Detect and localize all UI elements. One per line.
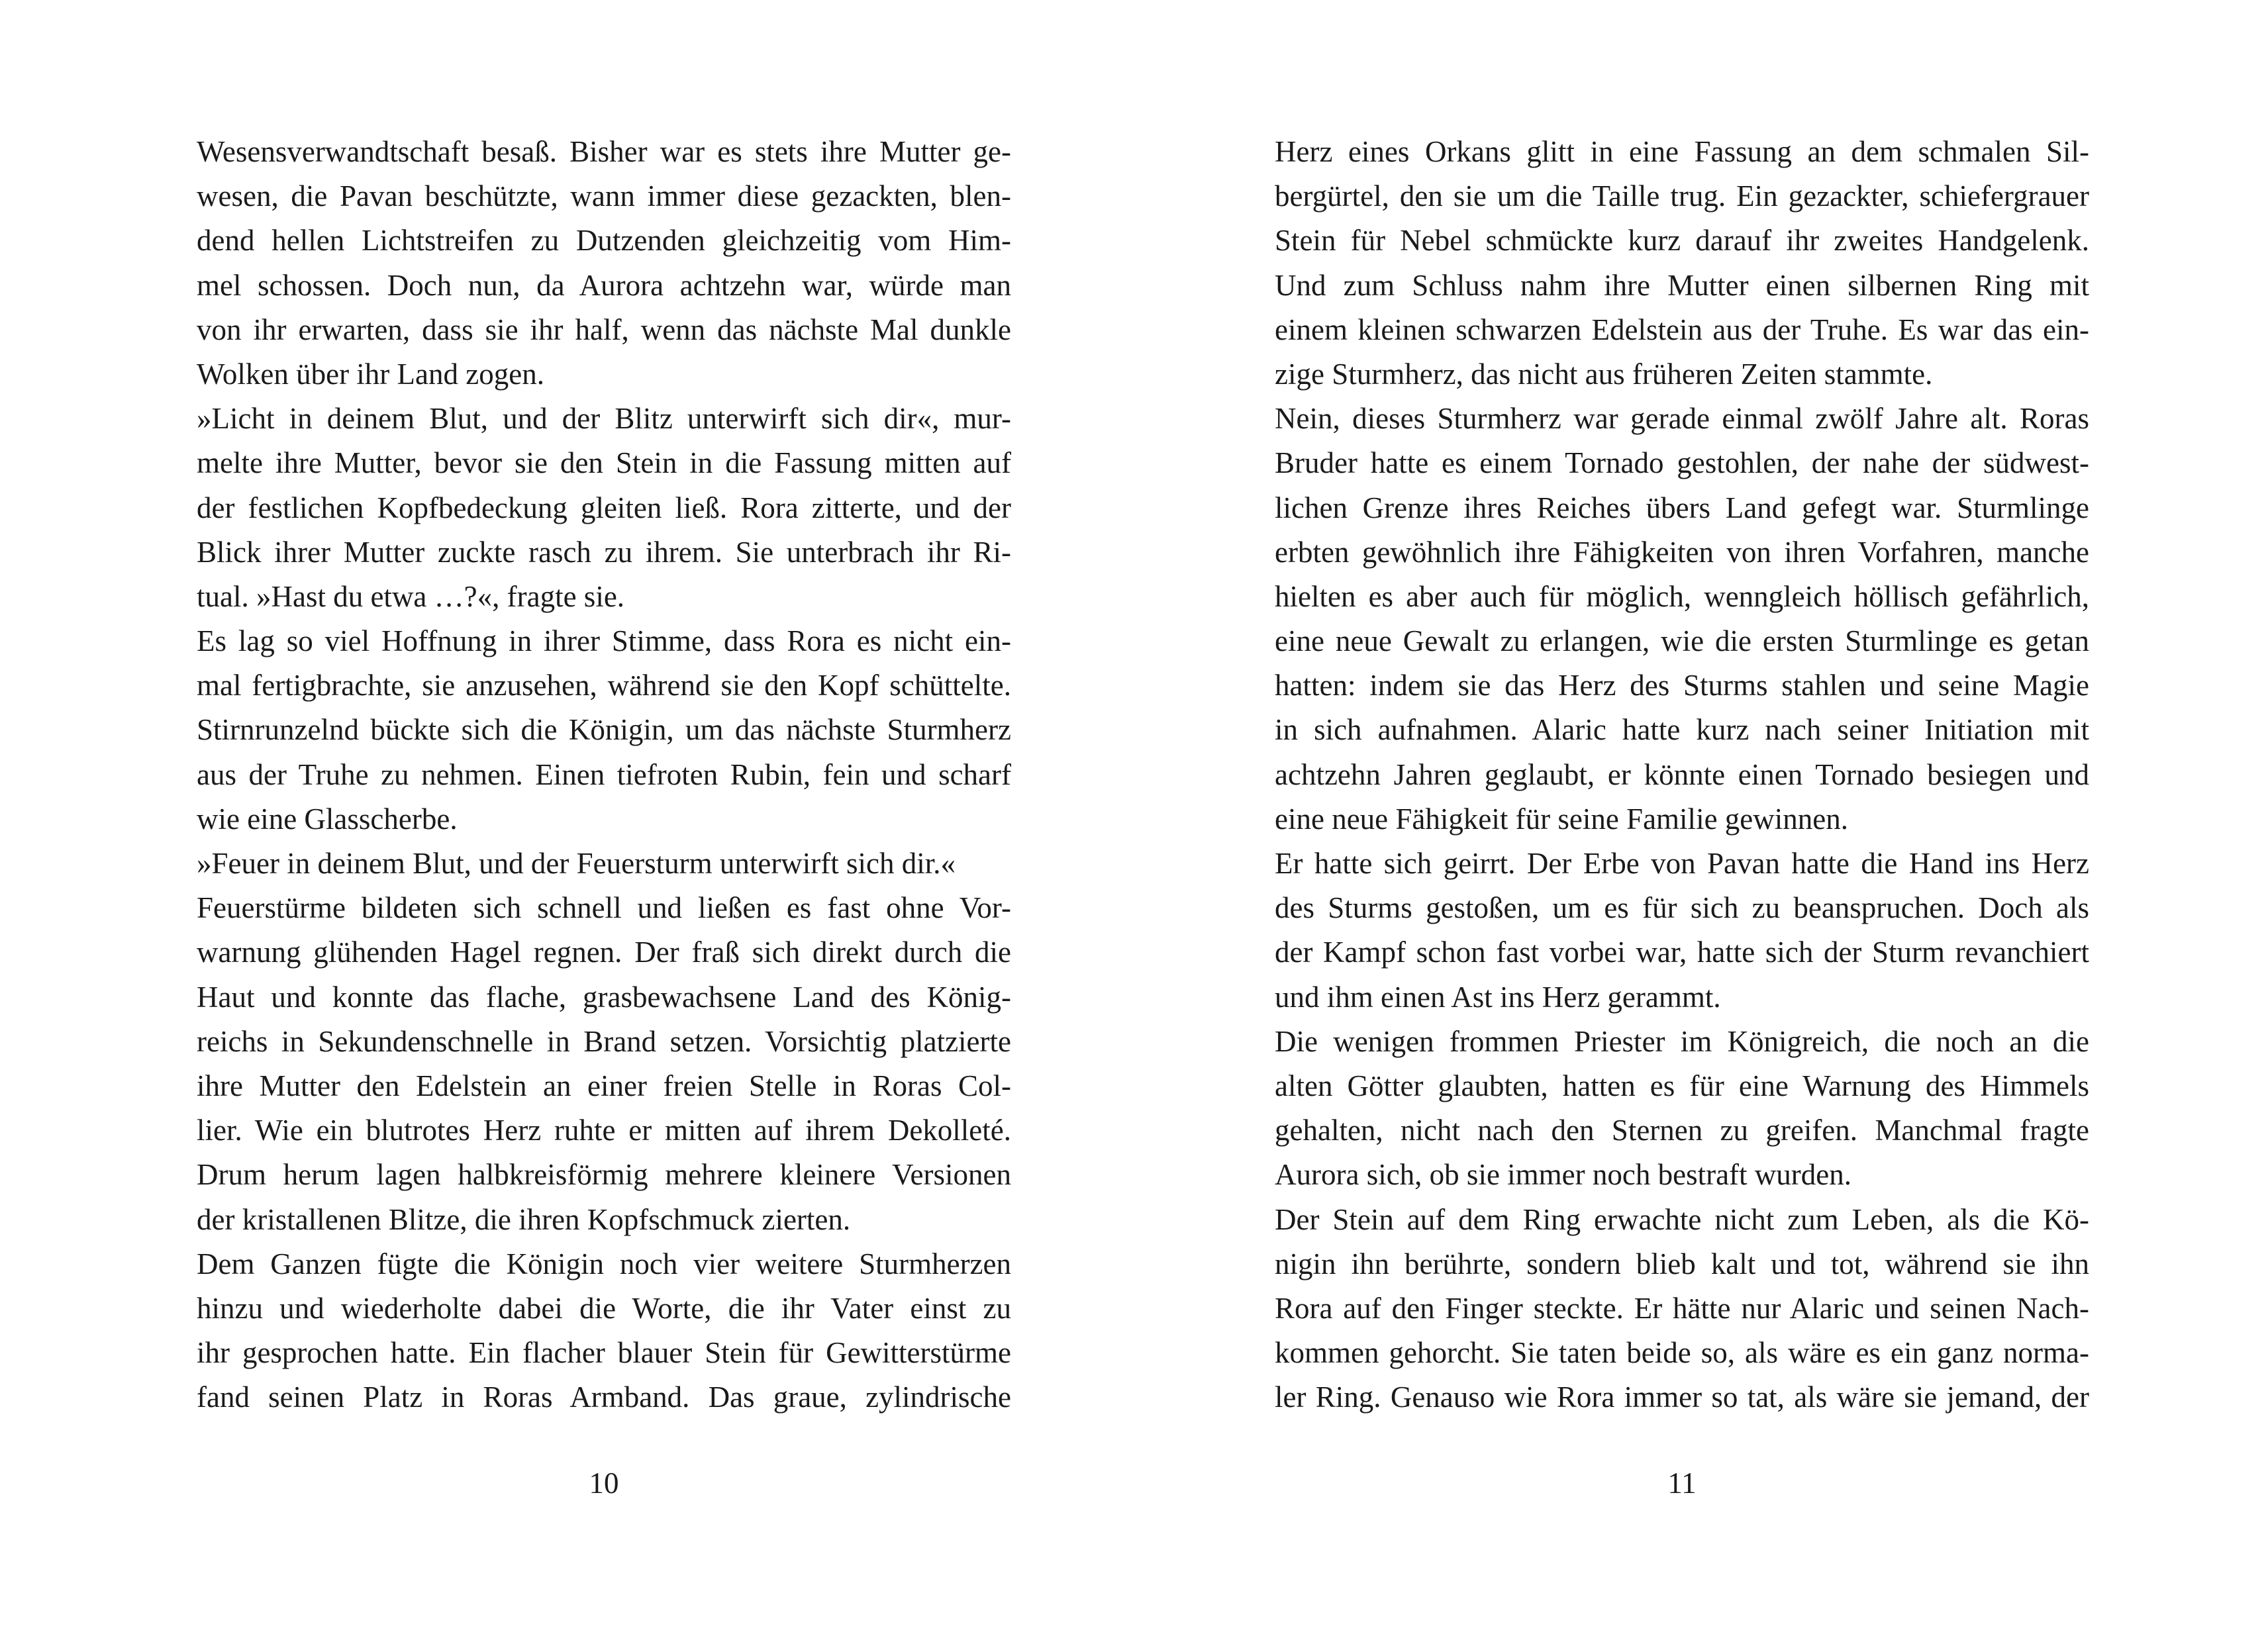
text-line: mel schossen. Doch nun, da Aurora achtzehn war, würde man xyxy=(197,268,1011,302)
text-line: Der Stein auf dem Ring erwachte nicht zum Leben, als die Kö- xyxy=(1275,1202,2089,1236)
left-page-number: 10 xyxy=(589,1467,619,1500)
text-line: ler Ring. Genauso wie Rora immer so tat, als wäre sie jemand, der xyxy=(1275,1380,2089,1414)
text-line: erbten gewöhnlich ihre Fähigkeiten von ihren Vorfahren, manche xyxy=(1275,535,2089,569)
text-line: alten Götter glaubten, hatten es für eine Warnung des Himmels xyxy=(1275,1069,2089,1102)
text-line: Die wenigen frommen Priester im Königreich, die noch an die xyxy=(1275,1024,2089,1058)
text-line: eine neue Gewalt zu erlangen, wie die ersten Sturmlinge es getan xyxy=(1275,624,2089,658)
text-line: Er hatte sich geirrt. Der Erbe von Pavan hatte die Hand ins Herz xyxy=(1275,847,2089,880)
text-line: Herz eines Orkans glitt in eine Fassung an dem schmalen Sil- xyxy=(1275,135,2089,168)
text-line: des Sturms gestoßen, um es für sich zu beanspruchen. Doch als xyxy=(1275,891,2089,925)
text-line: melte ihre Mutter, bevor sie den Stein in die Fassung mitten auf xyxy=(197,446,1011,480)
text-line: warnung glühenden Hagel regnen. Der fraß sich direkt durch die xyxy=(197,936,1011,969)
text-line: kommen gehorcht. Sie taten beide so, als wäre es ein ganz norma- xyxy=(1275,1336,2089,1370)
text-line: und ihm einen Ast ins Herz gerammt. xyxy=(1275,980,1721,1014)
text-line: von ihr erwarten, dass sie ihr half, wenn das nächste Mal dunkle xyxy=(197,313,1011,346)
text-line: lier. Wie ein blutrotes Herz ruhte er mitten auf ihrem Dekolleté. xyxy=(197,1114,1011,1147)
text-line: nigin ihn berührte, sondern blieb kalt und tot, während sie ihn xyxy=(1275,1247,2089,1280)
text-line: hatten: indem sie das Herz des Sturms stahlen und seine Magie xyxy=(1275,669,2089,702)
text-line: mal fertigbrachte, sie anzusehen, während sie den Kopf schüttelte. xyxy=(197,669,1011,702)
text-line: Blick ihrer Mutter zuckte rasch zu ihrem. Sie unterbrach ihr Ri- xyxy=(197,535,1011,569)
text-line: reichs in Sekundenschnelle in Brand setzen. Vorsichtig platzierte xyxy=(197,1024,1011,1058)
text-line: Aurora sich, ob sie immer noch bestraft wurden. xyxy=(1275,1158,1851,1192)
text-line: Es lag so viel Hoffnung in ihrer Stimme, dass Rora es nicht ein- xyxy=(197,624,1011,658)
text-line: Wolken über ihr Land zogen. xyxy=(197,357,544,391)
text-line: dend hellen Lichtstreifen zu Dutzenden gleichzeitig vom Him- xyxy=(197,224,1011,258)
text-line: der festlichen Kopfbedeckung gleiten ließ. Rora zitterte, und der xyxy=(197,491,1011,524)
text-line: Bruder hatte es einem Tornado gestohlen, der nahe der südwest- xyxy=(1275,446,2089,480)
text-line: »Feuer in deinem Blut, und der Feuersturm unterwirft sich dir.« xyxy=(197,847,956,880)
text-line: ihr gesprochen hatte. Ein flacher blauer Stein für Gewitterstürme xyxy=(197,1336,1011,1370)
text-line: Rora auf den Finger steckte. Er hätte nur Alaric und seinen Nach- xyxy=(1275,1291,2089,1325)
text-line: der Kampf schon fast vorbei war, hatte sich der Sturm revanchiert xyxy=(1275,936,2089,969)
text-line: Nein, dieses Sturmherz war gerade einmal zwölf Jahre alt. Roras xyxy=(1275,402,2089,436)
text-line: eine neue Fähigkeit für seine Familie gewinnen. xyxy=(1275,802,1848,836)
text-line: in sich aufnahmen. Alaric hatte kurz nach seiner Initiation mit xyxy=(1275,713,2089,747)
right-page-text xyxy=(1275,130,2089,1420)
text-line: Haut und konnte das flache, grasbewachsene Land des König- xyxy=(197,980,1011,1014)
text-line: einem kleinen schwarzen Edelstein aus der Truhe. Es war das ein- xyxy=(1275,313,2089,346)
text-line: wesen, die Pavan beschützte, wann immer diese gezackten, blen- xyxy=(197,179,1011,213)
text-line: achtzehn Jahren geglaubt, er könnte einen Tornado besiegen und xyxy=(1275,757,2089,791)
left-page-text xyxy=(197,130,1011,1420)
text-line: fand seinen Platz in Roras Armband. Das graue, zylindrische xyxy=(197,1380,1011,1414)
text-line: gehalten, nicht nach den Sternen zu greifen. Manchmal fragte xyxy=(1275,1114,2089,1147)
text-line: wie eine Glasscherbe. xyxy=(197,802,458,836)
text-line: bergürtel, den sie um die Taille trug. Ein gezackter, schiefergrauer xyxy=(1275,179,2089,213)
text-line: »Licht in deinem Blut, und der Blitz unterwirft sich dir«, mur- xyxy=(197,402,1011,436)
text-line: Dem Ganzen fügte die Königin noch vier weitere Sturmherzen xyxy=(197,1247,1011,1280)
text-line: ihre Mutter den Edelstein an einer freien Stelle in Roras Col- xyxy=(197,1069,1011,1102)
text-line: tual. »Hast du etwa …?«, fragte sie. xyxy=(197,579,625,613)
text-line: Wesensverwandtschaft besaß. Bisher war es stets ihre Mutter ge- xyxy=(197,135,1011,168)
text-line: der kristallenen Blitze, die ihren Kopfschmuck zierten. xyxy=(197,1202,851,1236)
text-line: Stirnrunzelnd bückte sich die Königin, um das nächste Sturmherz xyxy=(197,713,1011,747)
text-line: hinzu und wiederholte dabei die Worte, die ihr Vater einst zu xyxy=(197,1291,1011,1325)
text-line: Stein für Nebel schmückte kurz darauf ihr zweites Handgelenk. xyxy=(1275,224,2089,258)
right-page-number: 11 xyxy=(1667,1467,1697,1500)
text-line: hielten es aber auch für möglich, wenngleich höllisch gefährlich, xyxy=(1275,579,2089,613)
text-line: zige Sturmherz, das nicht aus früheren Zeiten stammte. xyxy=(1275,357,1933,391)
text-line: Feuerstürme bildeten sich schnell und ließen es fast ohne Vor- xyxy=(197,891,1011,925)
right-page xyxy=(1134,0,2268,1642)
text-line: Drum herum lagen halbkreisförmig mehrere kleinere Versionen xyxy=(197,1158,1011,1192)
text-line: Und zum Schluss nahm ihre Mutter einen silbernen Ring mit xyxy=(1275,268,2089,302)
text-line: lichen Grenze ihres Reiches übers Land gefegt war. Sturmlinge xyxy=(1275,491,2089,524)
text-line: aus der Truhe zu nehmen. Einen tiefroten Rubin, fein und scharf xyxy=(197,757,1011,791)
